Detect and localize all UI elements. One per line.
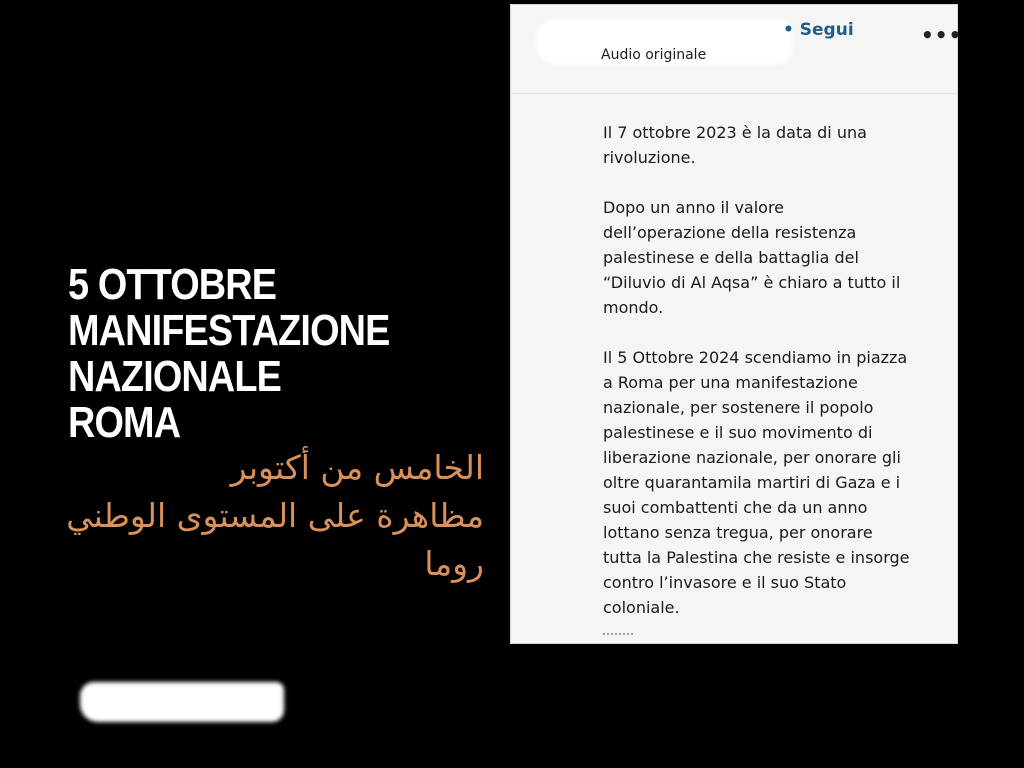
caption-line: liberazione nazionale, per onorare gli — [603, 448, 901, 467]
caption-line: Dopo un anno il valore — [603, 198, 785, 217]
poster-arabic-line: روما — [424, 544, 484, 583]
redacted-username — [80, 682, 284, 722]
caption-line: mondo. — [603, 298, 664, 317]
poster-title-line: MANIFESTAZIONE — [68, 306, 390, 355]
caption-line: suoi combattenti che da un anno — [603, 498, 868, 517]
poster-arabic-line: مظاهرة على المستوى الوطني — [66, 496, 484, 535]
post-header — [511, 5, 963, 94]
truncated-text-indicator — [603, 633, 633, 639]
caption-paragraph — [603, 195, 943, 320]
follow-button[interactable]: • Segui — [783, 20, 854, 40]
caption-line: “Diluvio di Al Aqsa” è chiaro a tutto il — [603, 273, 901, 292]
poster-title — [68, 262, 390, 446]
caption-line: lottano senza tregua, per onorare — [603, 523, 873, 542]
poster-arabic-text — [60, 444, 484, 588]
event-poster — [0, 0, 508, 768]
poster-title-line: NAZIONALE — [68, 352, 281, 401]
caption-line: coloniale. — [603, 598, 680, 617]
post-caption — [603, 120, 943, 645]
caption-line: a Roma per una manifestazione — [603, 373, 858, 392]
poster-title-line: ROMA — [68, 398, 181, 447]
caption-line: dell’operazione della resistenza — [603, 223, 857, 242]
caption-line: nazionale, per sostenere il popolo — [603, 398, 874, 417]
caption-paragraph — [603, 120, 943, 170]
more-horizontal-icon[interactable]: ••• — [921, 23, 963, 47]
caption-paragraph — [603, 345, 943, 620]
poster-arabic-line: الخامس من أكتوبر — [230, 448, 484, 487]
caption-line: tutta la Palestina che resiste e insorge — [603, 548, 910, 567]
caption-line: contro l’invasore e il suo Stato — [603, 573, 847, 592]
caption-line: rivoluzione. — [603, 148, 696, 167]
caption-line: palestinese e della battaglia del — [603, 248, 859, 267]
social-post-card — [510, 4, 963, 644]
original-audio-link[interactable]: Audio originale — [601, 47, 707, 63]
caption-line: Il 5 Ottobre 2024 scendiamo in piazza — [603, 348, 908, 367]
poster-title-line: 5 OTTOBRE — [68, 260, 277, 309]
caption-line: oltre quarantamila martiri di Gaza e i — [603, 473, 901, 492]
caption-line: Il 7 ottobre 2023 è la data di una — [603, 123, 867, 142]
caption-line: palestinese e il suo movimento di — [603, 423, 873, 442]
